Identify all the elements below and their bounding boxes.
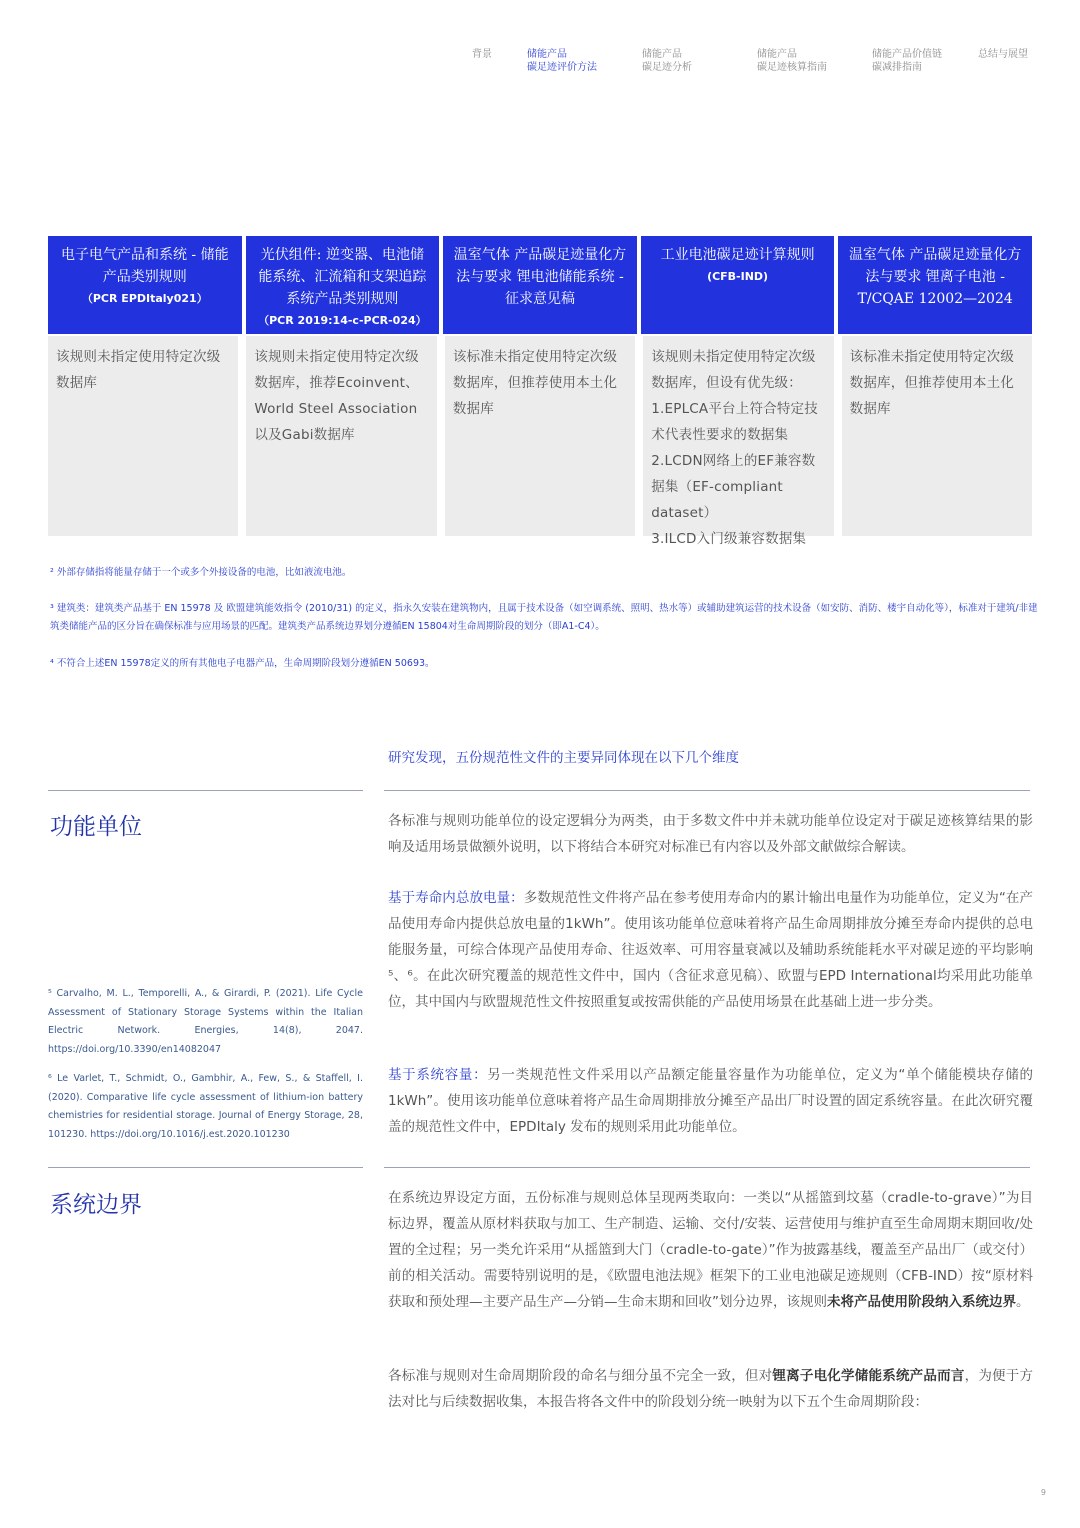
reference-5: ⁵ Carvalho, M. L., Temporelli, A., & Girardi, P. (2021). Life Cycle Assessment of Stationary Storage Systems within the Italian Electric Network. Energies, 14(8), 2047. https://doi.org/10.3390/en14082047 bbox=[48, 988, 363, 1055]
nav-label: 储能产品 bbox=[527, 49, 567, 60]
paragraph-label: 基于系统容量： bbox=[388, 1067, 488, 1083]
nav-label: 储能产品价值链 bbox=[872, 49, 942, 60]
nav-label: 储能产品 bbox=[642, 49, 682, 60]
divider bbox=[384, 790, 1030, 791]
nav-sublabel: 碳足迹核算指南 bbox=[757, 62, 827, 73]
nav-sublabel: 碳足迹评价方法 bbox=[527, 62, 597, 73]
table-header-cell: 温室气体 产品碳足迹量化方法与要求 锂离子电池 - T/CQAE 12002—2024 bbox=[838, 236, 1032, 334]
divider bbox=[48, 790, 363, 791]
nav-item-value-chain[interactable] bbox=[872, 48, 942, 74]
nav-label: 总结与展望 bbox=[978, 49, 1028, 60]
table-row bbox=[48, 336, 1032, 547]
footnote-3: ³ 建筑类：建筑类产品基于 EN 15978 及 欧盟建筑能效指令 (2010/31) 的定义，指永久安装在建筑物内，且属于技术设备（如空调系统、照明、热水等）或辅助建筑运营的技术设备（如安防、消防、楼宇自动化等），标准对于建筑/非建筑类储能产品的区分旨在确保标准与应用场景的匹配。建筑类产品系统边界划分遵循EN 15804对生命周期阶段的划分（即A1-C4）。 bbox=[50, 603, 1038, 632]
nav-sublabel: 碳足迹分析 bbox=[642, 62, 692, 73]
paragraph: 各标准与规则对生命周期阶段的命名与细分虽不完全一致，但对锂离子电化学储能系统产品而言，为便于方法对比与后续数据收集，本报告将各文件中的阶段划分统一映射为以下五个生命周期阶段： bbox=[388, 1368, 1034, 1410]
nav-item-summary[interactable] bbox=[978, 48, 1028, 61]
divider bbox=[384, 1167, 1030, 1168]
paragraph: 基于系统容量：另一类规范性文件采用以产品额定能量容量作为功能单位，定义为“单个储能模块存储的1kWh”。使用该功能单位意味着将产品生命周期排放分摊至产品出厂时设置的固定系统容量。在此次研究覆盖的规范性文件中，EPDItaly 发布的规则采用此功能单位。 bbox=[388, 1067, 1033, 1135]
paragraph-label: 基于寿命内总放电量： bbox=[388, 890, 524, 906]
comparison-table bbox=[48, 236, 1032, 547]
paragraph: 各标准与规则功能单位的设定逻辑分为两类，由于多数文件中并未就功能单位设定对于碳足迹核算结果的影响及适用场景做额外说明，以下将结合本研究对标准已有内容以及外部文献做综合解读。 bbox=[388, 813, 1033, 855]
table-cell: 该规则未指定使用特定次级数据库 bbox=[48, 336, 238, 536]
nav-sublabel: 碳减排指南 bbox=[872, 62, 922, 73]
nav-item-background[interactable] bbox=[472, 48, 492, 61]
table-header-cell: 温室气体 产品碳足迹量化方法与要求 锂电池储能系统 - 征求意见稿 bbox=[443, 236, 637, 334]
lead-text: 研究发现，五份规范性文件的主要异同体现在以下几个维度 bbox=[388, 750, 739, 766]
paragraph: 基于寿命内总放电量：多数规范性文件将产品在参考使用寿命内的累计输出电量作为功能单位，定义为“在产品使用寿命内提供总放电量的1kWh”。使用该功能单位意味着将产品生命周期排放分摊至寿命内提供的总电能服务量，可综合体现产品使用寿命、往返效率、可用容量衰减以及辅助系统能耗水平对碳足迹的平均影响⁵、⁶。在此次研究覆盖的规范性文件中，国内（含征求意见稿）、欧盟与EPD International均采用此功能单位，其中国内与欧盟规范性文件按照重复或按需供能的产品使用场景在此基础上进一步分类。 bbox=[388, 890, 1033, 1010]
divider bbox=[48, 1167, 363, 1168]
nav-item-guide[interactable] bbox=[757, 48, 827, 74]
section-title-functional-unit: 功能单位 bbox=[50, 814, 142, 840]
nav-label: 储能产品 bbox=[757, 49, 797, 60]
page-number: 9 bbox=[1040, 1488, 1046, 1497]
footnote-4: ⁴ 不符合上述EN 15978定义的所有其他电子电器产品，生命周期阶段划分遵循EN 50693。 bbox=[50, 658, 435, 669]
table-header-cell: 电子电气产品和系统 - 储能产品类别规则 （PCR EPDItaly021） bbox=[48, 236, 242, 334]
table-header-cell: 光伏组件: 逆变器、电池储能系统、汇流箱和支架追踪系统产品类别规则 （PCR 2019:14-c-PCR-024） bbox=[246, 236, 440, 334]
table-cell: 该标准未指定使用特定次级数据库，但推荐使用本土化数据库 bbox=[445, 336, 635, 536]
section-title-system-boundary: 系统边界 bbox=[50, 1192, 142, 1218]
nav-item-analysis[interactable] bbox=[642, 48, 692, 74]
table-cell: 该规则未指定使用特定次级数据库，但设有优先级： 1.EPLCA平台上符合特定技术代表性要求的数据集 2.LCDN网络上的EF兼容数据集（EF-compliant dataset） 3.ILCD入门级兼容数据集 bbox=[643, 336, 833, 536]
reference-6: ⁶ Le Varlet, T., Schmidt, O., Gambhir, A., Few, S., & Staffell, I. (2020). Comparative life cycle assessment of lithium-ion battery chemistries for residential storage. Journal of Energy Storage, 28, 101230. https://doi.org/10.1016/j.est.2020.101230 bbox=[48, 1073, 363, 1140]
table-header-cell: 工业电池碳足迹计算规则 (CFB-IND) bbox=[641, 236, 835, 334]
nav-item-method[interactable] bbox=[527, 48, 597, 74]
paragraph: 在系统边界设定方面，五份标准与规则总体呈现两类取向：一类以“从摇篮到坟墓（cradle-to-grave）”为目标边界，覆盖从原材料获取与加工、生产制造、运输、交付/安装、运营使用与维护直至生命周期末期回收/处置的全过程；另一类允许采用“从摇篮到大门（cradle-to-gate）”作为披露基线，覆盖至产品出厂（或交付）前的相关活动。需要特别说明的是，《欧盟电池法规》框架下的工业电池碳足迹规则（CFB-IND）按“原材料获取和预处理—主要产品生产—分销—生命末期和回收”划分边界，该规则未将产品使用阶段纳入系统边界。 bbox=[388, 1190, 1033, 1310]
table-header-row bbox=[48, 236, 1032, 334]
footnote-2: ² 外部存储指将能量存储于一个或多个外接设备的电池，比如液流电池。 bbox=[50, 567, 352, 578]
nav-label: 背景 bbox=[472, 49, 492, 60]
table-cell: 该标准未指定使用特定次级数据库，但推荐使用本土化数据库 bbox=[842, 336, 1032, 536]
table-cell: 该规则未指定使用特定次级数据库，推荐Ecoinvent、World Steel Association以及Gabi数据库 bbox=[246, 336, 436, 536]
